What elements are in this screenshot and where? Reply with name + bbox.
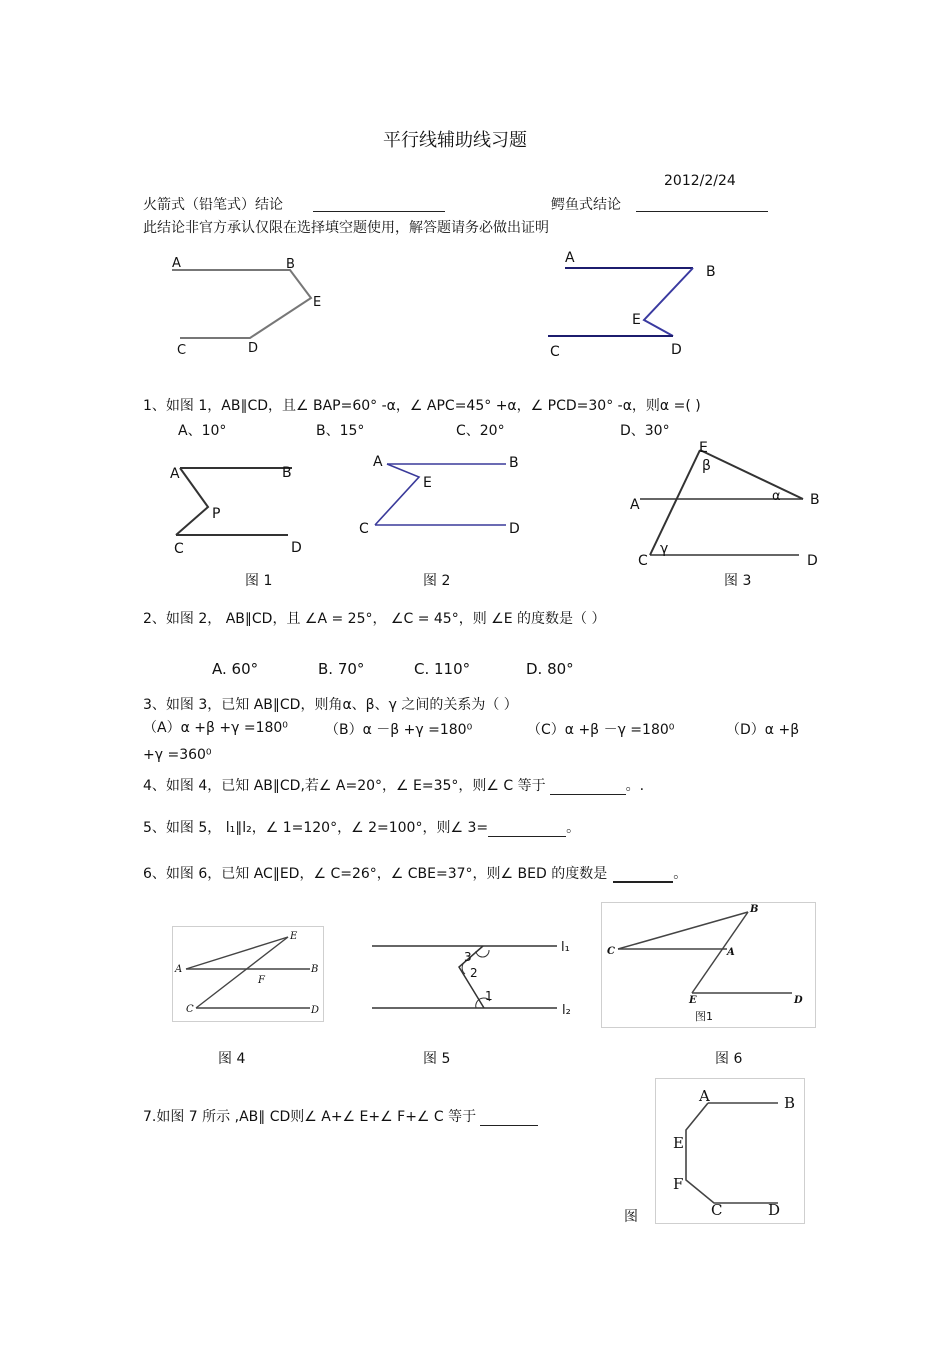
fig7-caption: 图 — [624, 1209, 638, 1225]
fig2-label-e: E — [423, 475, 432, 491]
question-6: 6、如图 6，已知 AC∥ED，∠ C=26°，∠ CBE=37°，则∠ BED 的度数是 。 — [143, 866, 688, 882]
fig4-label-b: B — [311, 964, 319, 975]
fig3-label-a: A — [630, 497, 640, 513]
fig4-label-a: A — [175, 964, 183, 975]
q2-option-a[interactable]: A. 60° — [212, 660, 259, 678]
rocket-label-b: B — [286, 257, 295, 272]
q1-option-a[interactable]: A、10° — [178, 423, 227, 439]
q3-option-d-continued: +γ =360⁰ — [143, 747, 212, 763]
fig3-label-c: C — [638, 553, 648, 569]
q1-option-c[interactable]: C、20° — [456, 423, 505, 439]
fig5-caption: 图 5 — [423, 1051, 451, 1067]
fig6-label-c: C — [607, 946, 615, 957]
fig1-label-p: P — [212, 506, 221, 522]
fig3-label-beta: β — [702, 458, 711, 474]
rocket-label-c: C — [177, 343, 187, 358]
fig7-label-b: B — [784, 1094, 796, 1112]
q2-option-c[interactable]: C. 110° — [414, 660, 471, 678]
fig1-label-a: A — [170, 466, 180, 482]
fig7-label-d: D — [768, 1201, 781, 1219]
question-1: 1、如图 1，AB∥CD，且∠ BAP=60° -α，∠ APC=45° +α，∠ PCD=30° -α，则α =( ) — [143, 398, 701, 414]
fig4-label-d: D — [311, 1005, 320, 1016]
intro-note: 此结论非官方承认仅限在选择填空题使用，解答题请务必做出证明 — [143, 220, 549, 236]
fig7-label-f: F — [673, 1175, 684, 1193]
fig5-label-l2: l₂ — [562, 1003, 571, 1018]
fig3-label-b: B — [810, 492, 820, 508]
question-4: 4、如图 4，已知 AB∥CD,若∠ A=20°，∠ E=35°，则∠ C 等于 。. — [143, 778, 645, 794]
fig4-label-f: F — [258, 975, 265, 986]
fig5-label-l1: l₁ — [561, 940, 570, 955]
q3-option-a[interactable]: （A）α +β +γ =180⁰ — [143, 720, 288, 736]
q3-option-d[interactable]: （D）α +β — [726, 722, 800, 738]
q3-option-c[interactable]: （C）α +β －γ =180⁰ — [527, 722, 675, 738]
date: 2012/2/24 — [664, 173, 736, 189]
croc-label-d: D — [671, 342, 682, 358]
croc-conclusion-label: 鳄鱼式结论 — [551, 197, 621, 213]
fig4-label-c: C — [186, 1004, 194, 1015]
fig6-label-a: A — [727, 947, 735, 958]
fig1-caption: 图 1 — [245, 573, 273, 589]
fig6-label-d: D — [794, 995, 803, 1006]
fig7-label-c: C — [711, 1201, 723, 1219]
fig3-label-d: D — [807, 553, 818, 569]
fig1-label-c: C — [174, 541, 184, 557]
q1-option-b[interactable]: B、15° — [316, 423, 365, 439]
rocket-label-e: E — [313, 295, 322, 310]
question-7: 7.如图 7 所示 ,AB∥ CD则∠ A+∠ E+∠ F+∠ C 等于 — [143, 1108, 538, 1126]
croc-label-c: C — [550, 344, 560, 360]
rocket-label-d: D — [248, 341, 259, 356]
fig1-label-b: B — [282, 465, 292, 481]
fig2-caption: 图 2 — [423, 573, 451, 589]
fig5-label-n2: 2 — [470, 966, 478, 980]
question-2: 2、如图 2， AB∥CD，且 ∠A = 25°， ∠C = 45°，则 ∠E 的度数是（ ） — [143, 611, 606, 627]
fig3-label-gamma: γ — [660, 541, 669, 557]
fig3-caption: 图 3 — [724, 573, 752, 589]
fig6-label-b: B — [750, 904, 759, 915]
fig4-label-e: E — [290, 931, 298, 942]
rocket-conclusion-label: 火箭式（铅笔式）结论 — [143, 197, 283, 213]
fig3-label-e: E — [699, 440, 708, 456]
fig7-label-a: A — [699, 1087, 710, 1105]
fig5-label-n3: 3 — [464, 950, 472, 964]
rocket-label-a: A — [172, 256, 181, 271]
croc-label-a: A — [565, 250, 575, 266]
question-3: 3、如图 3，已知 AB∥CD，则角α、β、γ 之间的关系为（ ） — [143, 697, 518, 713]
fig2-label-c: C — [359, 521, 369, 537]
question-5: 5、如图 5， l₁∥l₂，∠ 1=120°，∠ 2=100°，则∠ 3= 。 — [143, 820, 581, 836]
page-title: 平行线辅助线习题 — [383, 130, 527, 151]
fig6-label-e: E — [689, 995, 697, 1006]
fig3-label-alpha: α — [772, 489, 781, 504]
fig6-caption: 图 6 — [715, 1051, 743, 1067]
q2-option-d[interactable]: D. 80° — [526, 660, 574, 678]
q2-option-b[interactable]: B. 70° — [318, 660, 365, 678]
q3-option-b[interactable]: （B）α －β +γ =180⁰ — [325, 722, 473, 738]
croc-label-e: E — [632, 312, 641, 328]
fig1-label-d: D — [291, 540, 302, 556]
fig2-label-d: D — [509, 521, 520, 537]
fig6-inner-caption: 图1 — [695, 1010, 713, 1023]
fig5-label-n1: 1 — [485, 989, 493, 1003]
croc-label-b: B — [706, 264, 716, 280]
fig7-label-e: E — [673, 1134, 684, 1152]
fig4-caption: 图 4 — [218, 1051, 246, 1067]
fig2-label-a: A — [373, 454, 383, 470]
fig2-label-b: B — [509, 455, 519, 471]
q1-option-d[interactable]: D、30° — [620, 423, 670, 439]
